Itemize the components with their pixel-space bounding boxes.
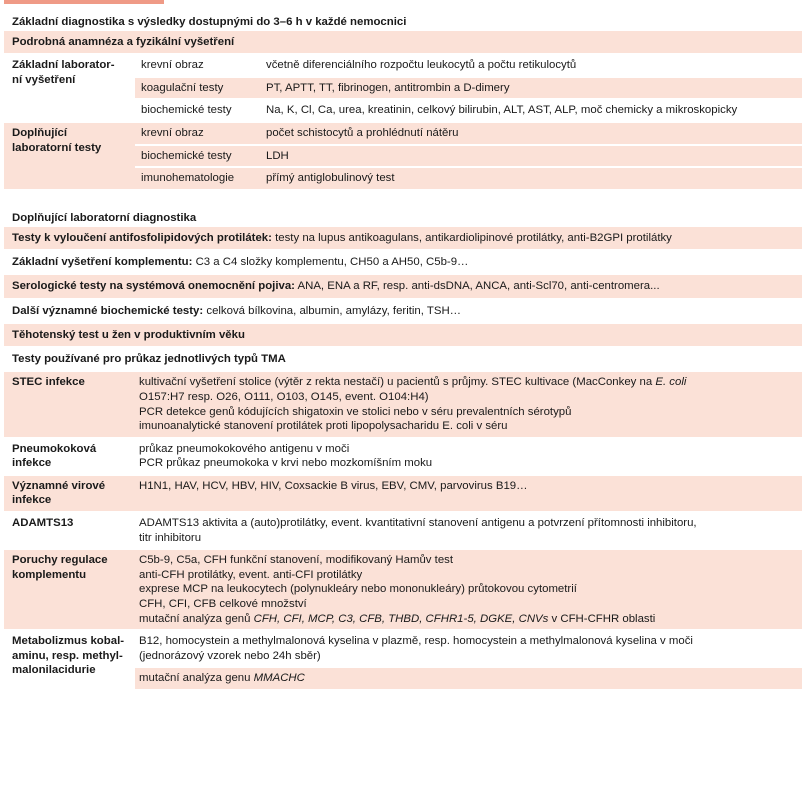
bar-row: Základní vyšetření komplementu: C3 a C4 složky komplementu, CH50 a AH50, C5b-9… [4, 251, 802, 275]
table-row: imunohematologie přímý antiglobulinový test [135, 168, 802, 189]
table-row: koagulační testy PT, APTT, TT, fibrinogen, antitrombin a D-dimery [135, 78, 802, 101]
bar-row: Serologické testy na systémová onemocnění pojiva: ANA, ENA a RF, resp. anti-dsDNA, ANCA, anti-Scl70, anti-centromera... [4, 275, 802, 299]
group-label: Metabolizmus kobal- aminu, resp. methyl- malonilacidurie [12, 635, 125, 677]
tma-pneumo: Pneumokoková infekce průkaz pneumokokového antigenu v moči PCR průkaz pneumokoka v krvi nebo mozkomíšním moku [4, 439, 802, 476]
group-label: Doplňující laboratorní testy [12, 127, 102, 154]
section-heading-supplementary: Doplňující laboratorní diagnostika [12, 211, 197, 224]
group-supplementary-lab [4, 123, 802, 191]
group-label: Pneumokoková infekce [12, 442, 97, 470]
anamnesis-row: Podrobná anamnéza a fyzikální vyšetření [4, 31, 802, 55]
bar-row: Těhotenský test u žen v produktivním věku [4, 324, 802, 348]
section-heading-basic: Základní diagnostika s výsledky dostupnými do 3–6 h v každé nemocnici [12, 16, 407, 28]
group-label: Významné virové infekce [12, 479, 106, 507]
tma-adamts13: ADAMTS13 ADAMTS13 aktivita a (auto)protilátky, event. kvantitativní stanovení antigenu a potvrzení přítomnosti inhibitoru, titr inhibitoru [4, 513, 802, 550]
table-row: mutační analýza genu MMACHC [135, 668, 802, 689]
diagnostics-table [0, 12, 806, 691]
tma-stec: STEC infekce kultivační vyšetření stolice (výtěr z rekta nestačí) u pacientů s průjmy. STEC kultivace (MacConkey na E. coli O157:H7 resp. O26, O111, O103, O145, event. O104:H4) PCR detekce genů kódujících shigatoxin ve stolici nebo v séru prevalentních sérotypů imunoanalytické stanovení protilátek proti lipopolysacharidu E. coli v séru [4, 372, 802, 438]
accent-line [4, 0, 164, 4]
bar-row: Další významné biochemické testy: celková bílkovina, albumin, amylázy, feritin, TSH… [4, 300, 802, 324]
table-row: biochemické testy Na, K, Cl, Ca, urea, kreatinin, celkový bilirubin, ALT, AST, ALP, moč chemicky a mikroskopicky [135, 100, 802, 121]
bar-row: Testy používané pro průkaz jednotlivých typů TMA [4, 348, 802, 372]
table-row: B12, homocystein a methylmalonová kyselina v plazmě, resp. homocystein a methylmalonová kyselina v moči (jednorázový vzorek nebo 24h sběr) [135, 631, 802, 668]
group-label: STEC infekce [12, 376, 85, 389]
table-row: krevní obraz počet schistocytů a prohlédnutí nátěru [135, 123, 802, 146]
table-row: biochemické testy LDH [135, 146, 802, 169]
bar-row: Testy k vyloučení antifosfolipidových protilátek: testy na lupus antikoagulans, antikardiolipinové protilátky, anti-B2GPI protilátky [4, 227, 802, 251]
tma-viral: Významné virové infekce H1N1, HAV, HCV, HBV, HIV, Coxsackie B virus, EBV, CMV, parvovirus B19… [4, 476, 802, 513]
group-basic-lab [4, 55, 802, 123]
tma-complement: Poruchy regulace komplementu C5b-9, C5a, CFH funkční stanovení, modifikovaný Hamův test anti-CFH protilátky, event. anti-CFI protilátky exprese MCP na leukocytech (polynukleáry nebo mononukleáry) průtokovou cytometrií CFH, CFI, CFB celkové množství mutační analýza genů CFH, CFI, MCP, C3, CFB, THBD, CFHR1-5, DGKE, CNVs v CFH-CFHR oblasti [4, 550, 802, 631]
table-row: krevní obraz včetně diferenciálního rozpočtu leukocytů a počtu retikulocytů [135, 55, 802, 78]
group-label: Základní laborator- ní vyšetření [12, 59, 115, 86]
group-label: Poruchy regulace komplementu [12, 554, 108, 581]
tma-cobalamin [4, 631, 802, 691]
group-label: ADAMTS13 [12, 517, 74, 530]
